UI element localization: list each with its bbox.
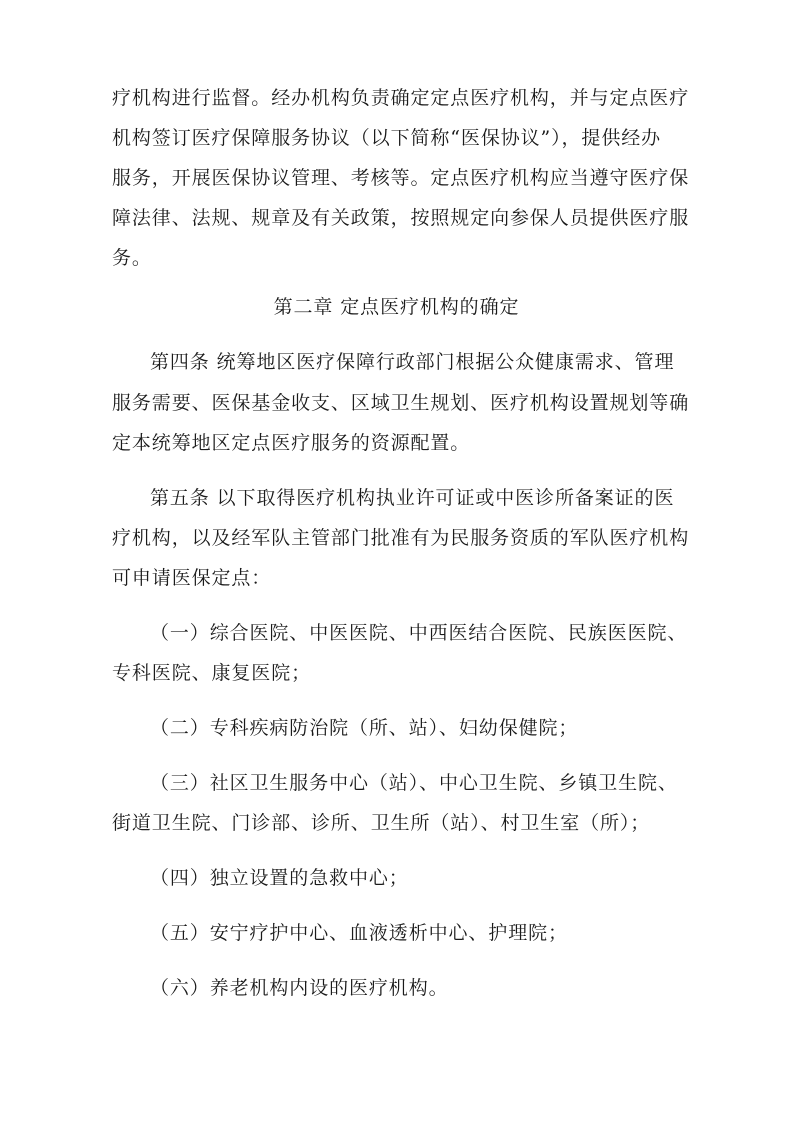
- article-4-line-3: 定本统筹地区定点医疗服务的资源配置。: [112, 432, 471, 454]
- intro-line-4: 障法律、法规、规章及有关政策，按照规定向参保人员提供医疗服: [112, 207, 690, 229]
- article-5-line-2: 疗机构，以及经军队主管部门批准有为民服务资质的军队医疗机构: [112, 527, 690, 549]
- list-item-4-line-1: （四）独立设置的急救中心；: [150, 867, 409, 889]
- list-item-6-line-1: （六）养老机构内设的医疗机构。: [150, 977, 449, 999]
- article-4-line-1: 第四条 统筹地区医疗保障行政部门根据公众健康需求、管理: [150, 351, 675, 373]
- list-item-1-line-1: （一）综合医院、中医医院、中西医结合医院、民族医医院、: [150, 622, 688, 644]
- intro-line-1: 疗机构进行监督。经办机构负责确定定点医疗机构，并与定点医疗: [112, 87, 690, 109]
- list-item-3-line-1: （三）社区卫生服务中心（站）、中心卫生院、乡镇卫生院、: [150, 772, 678, 794]
- list-item-5-line-1: （五）安宁疗护中心、血液透析中心、护理院；: [150, 922, 568, 944]
- list-item-1-line-2: 专科医院、康复医院；: [112, 662, 312, 684]
- intro-line-5: 务。: [112, 247, 152, 269]
- chapter-heading: 第二章 定点医疗机构的确定: [273, 296, 520, 318]
- list-item-3-line-2: 街道卫生院、门诊部、诊所、卫生所（站）、村卫生室（所）；: [112, 812, 651, 834]
- article-5-line-1: 第五条 以下取得医疗机构执业许可证或中医诊所备案证的医: [150, 487, 675, 509]
- intro-line-2: 机构签订医疗保障服务协议（以下简称“医保协议”），提供经办: [112, 127, 662, 149]
- intro-line-3: 服务，开展医保协议管理、考核等。定点医疗机构应当遵守医疗保: [112, 167, 690, 189]
- article-4-line-2: 服务需要、医保基金收支、区域卫生规划、医疗机构设置规划等确: [112, 392, 690, 414]
- article-5-line-3: 可申请医保定点：: [112, 567, 272, 589]
- list-item-2-line-1: （二）专科疾病防治院（所、站）、妇幼保健院；: [150, 717, 579, 739]
